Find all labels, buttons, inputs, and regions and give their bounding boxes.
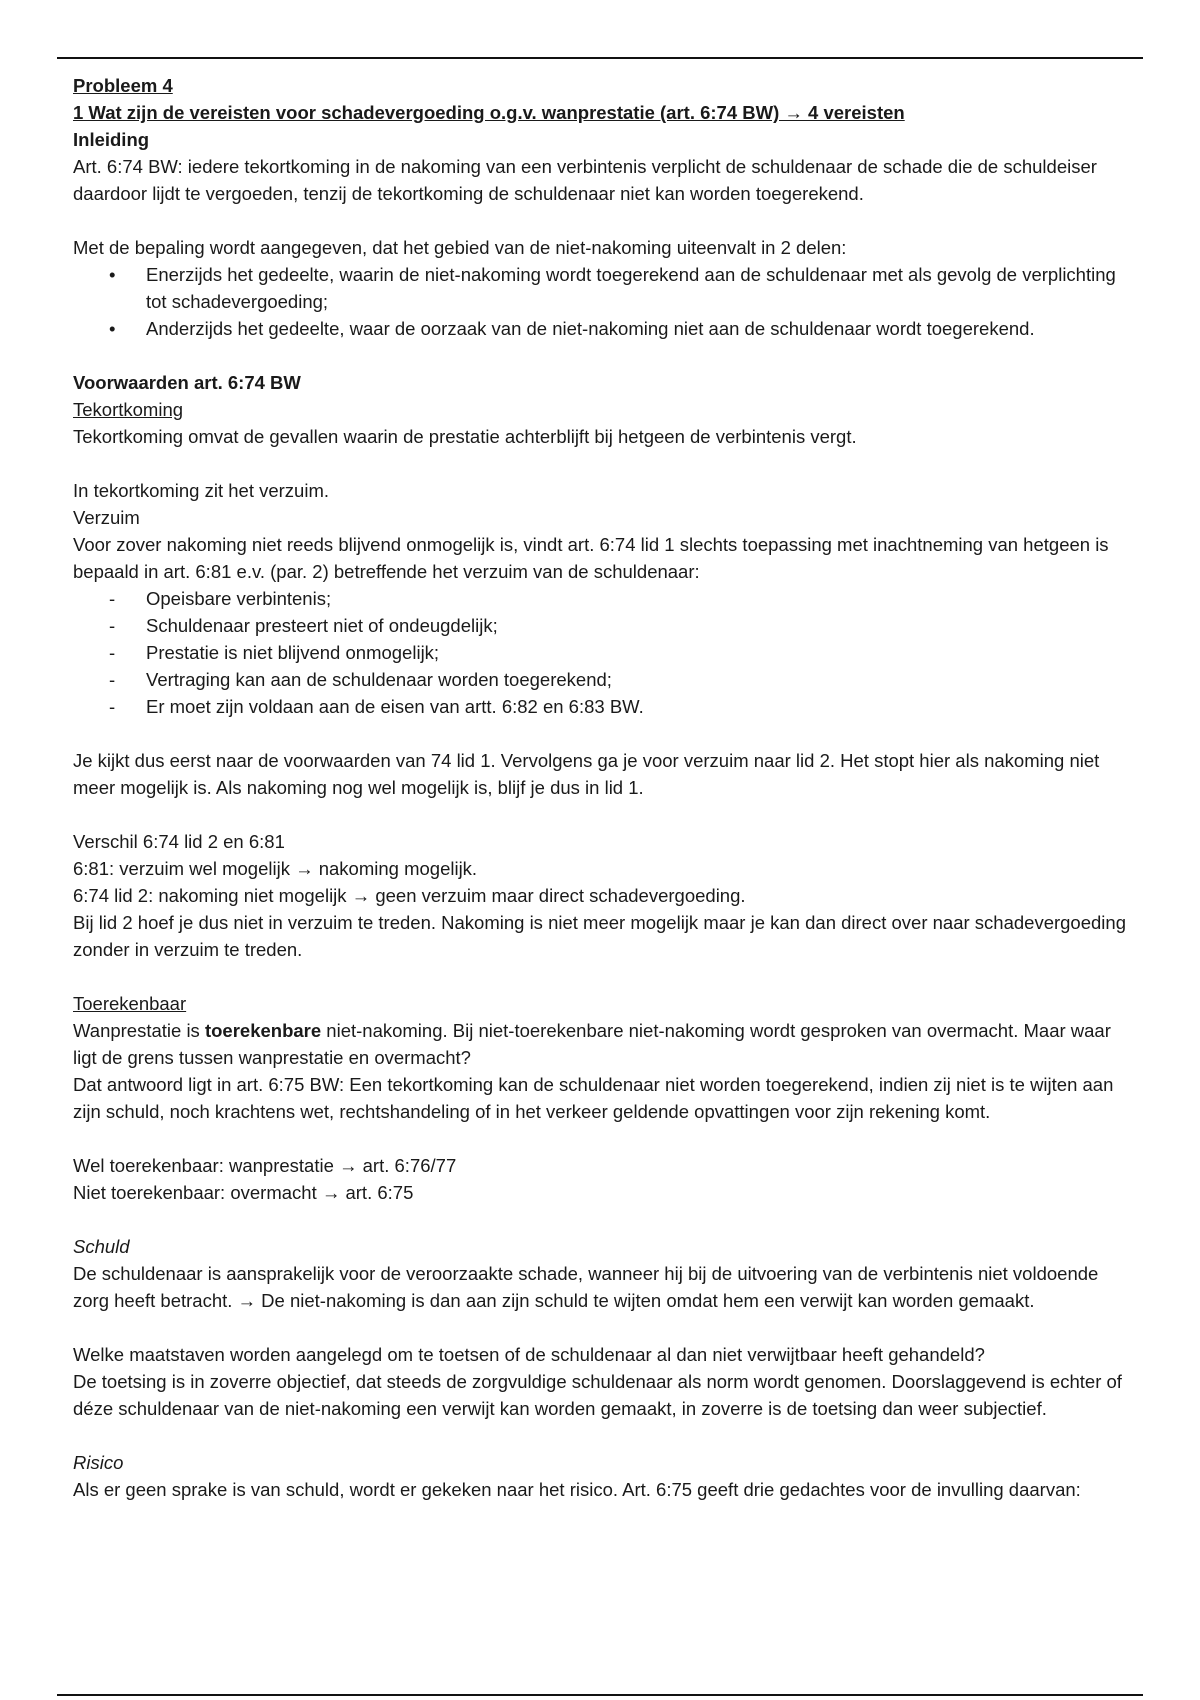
schuld-vraag: Welke maatstaven worden aangelegd om te toetsen of de schuldenaar al dan niet verwijtbaar heeft gehandeld? [73,1344,985,1365]
verzuim-text: Voor zover nakoming niet reeds blijvend onmogelijk is, vindt art. 6:74 lid 1 slechts toepassing met inachtneming van hetgeen is bepaald in art. 6:81 e.v. (par. 2) betreffende het verzuim van de schuldenaar: [73,534,1109,582]
niet-toerekenbaar: Niet toerekenbaar: overmacht → art. 6:75 [73,1182,414,1203]
schuld-toetsing: De toetsing is in zoverre objectief, dat steeds de zorgvuldige schuldenaar als norm wordt genomen. Doorslaggevend is echter of déze schuldenaar van de niet-nakoming een verwijt kan worden gemaakt, in zoverre is de toetsing dan weer subjectief. [73,1371,1122,1419]
top-rule [57,57,1143,59]
list-item: • Enerzijds het gedeelte, waarin de niet-nakoming wordt toegerekend aan de schuldenaar met als gevolg de verplichting tot schadevergoeding; [73,261,1133,315]
bullet-marker: • [109,264,116,285]
list-item: - Er moet zijn voldaan aan de eisen van artt. 6:82 en 6:83 BW. [73,693,1133,720]
toerekenbaar-text: Wanprestatie is toerekenbare niet-nakoming. Bij niet-toerekenbare niet-nakoming wordt gesproken van overmacht. Maar waar ligt de grens tussen wanprestatie en overmacht? [73,1020,1111,1068]
bullet-marker: • [109,318,116,339]
verschil-title: Verschil 6:74 lid 2 en 6:81 [73,831,285,852]
list-item: - Prestatie is niet blijvend onmogelijk; [73,639,1133,666]
list-item: - Schuldenaar presteert niet of ondeugdelijk; [73,612,1133,639]
dash-marker: - [109,588,116,609]
schuld-text: De schuldenaar is aansprakelijk voor de veroorzaakte schade, wanneer hij bij de uitvoering van de verbintenis niet voldoende zorg heeft betracht. → De niet-nakoming is dan aan zijn schuld te wijten omdat hem een verwijt kan worden gemaakt. [73,1263,1099,1311]
dash-list [73,585,1133,720]
risico-text: Als er geen sprake is van schuld, wordt er gekeken naar het risico. Art. 6:75 geeft drie gedachtes voor de invulling daarvan: [73,1479,1081,1500]
risico-title: Risico [73,1452,124,1473]
bullet-list [73,261,1133,342]
inleiding-intro: Met de bepaling wordt aangegeven, dat het gebied van de niet-nakoming uiteenvalt in 2 delen: [73,237,847,258]
toerekenbaar-title: Toerekenbaar [73,993,187,1014]
heading: Probleem 4 [73,75,173,96]
inleiding-text: Art. 6:74 BW: iedere tekortkoming in de nakoming van een verbintenis verplicht de schuldenaar de schade die de schuldeiser daardoor lijdt te vergoeden, tenzij de tekortkoming de schuldenaar niet kan worden toegerekend. [73,156,1097,204]
document-page [73,72,1133,1503]
list-item: • Anderzijds het gedeelte, waar de oorzaak van de niet-nakoming niet aan de schuldenaar wordt toegerekend. [73,315,1133,342]
verschil-line: 6:74 lid 2: nakoming niet mogelijk → geen verzuim maar direct schadevergoeding. [73,885,746,906]
verzuim-line: In tekortkoming zit het verzuim. [73,480,330,501]
voorwaarden-title: Voorwaarden art. 6:74 BW [73,372,301,393]
verschil-line: Bij lid 2 hoef je dus niet in verzuim te treden. Nakoming is niet meer mogelijk maar je kan dan direct over naar schadevergoeding zonder in verzuim te treden. [73,912,1126,960]
tekortkoming-title: Tekortkoming [73,399,184,420]
bottom-rule [57,1694,1143,1696]
dash-marker: - [109,615,116,636]
dash-marker: - [109,669,116,690]
schuld-title: Schuld [73,1236,130,1257]
je-kijkt-text: Je kijkt dus eerst naar de voorwaarden van 74 lid 1. Vervolgens ga je voor verzuim naar lid 2. Het stopt hier als nakoming niet meer mogelijk is. Als nakoming nog wel mogelijk is, blijf je dus in lid 1. [73,750,1100,798]
inleiding-title: Inleiding [73,129,150,150]
wel-toerekenbaar: Wel toerekenbaar: wanprestatie → art. 6:76/77 [73,1155,457,1176]
list-item: - Opeisbare verbintenis; [73,585,1133,612]
verzuim-title: Verzuim [73,507,140,528]
tekortkoming-text: Tekortkoming omvat de gevallen waarin de prestatie achterblijft bij hetgeen de verbintenis vergt. [73,426,857,447]
dash-marker: - [109,642,116,663]
toerekenbaar-antwoord: Dat antwoord ligt in art. 6:75 BW: Een tekortkoming kan de schuldenaar niet worden toegerekend, indien zij niet is te wijten aan zijn schuld, noch krachtens wet, rechtshandeling of in het verkeer geldende opvattingen voor zijn rekening komt. [73,1074,1114,1122]
question: 1 Wat zijn de vereisten voor schadevergoeding o.g.v. wanprestatie (art. 6:74 BW) → 4 vereisten [73,102,905,123]
dash-marker: - [109,696,116,717]
list-item: - Vertraging kan aan de schuldenaar worden toegerekend; [73,666,1133,693]
verschil-line: 6:81: verzuim wel mogelijk → nakoming mogelijk. [73,858,478,879]
